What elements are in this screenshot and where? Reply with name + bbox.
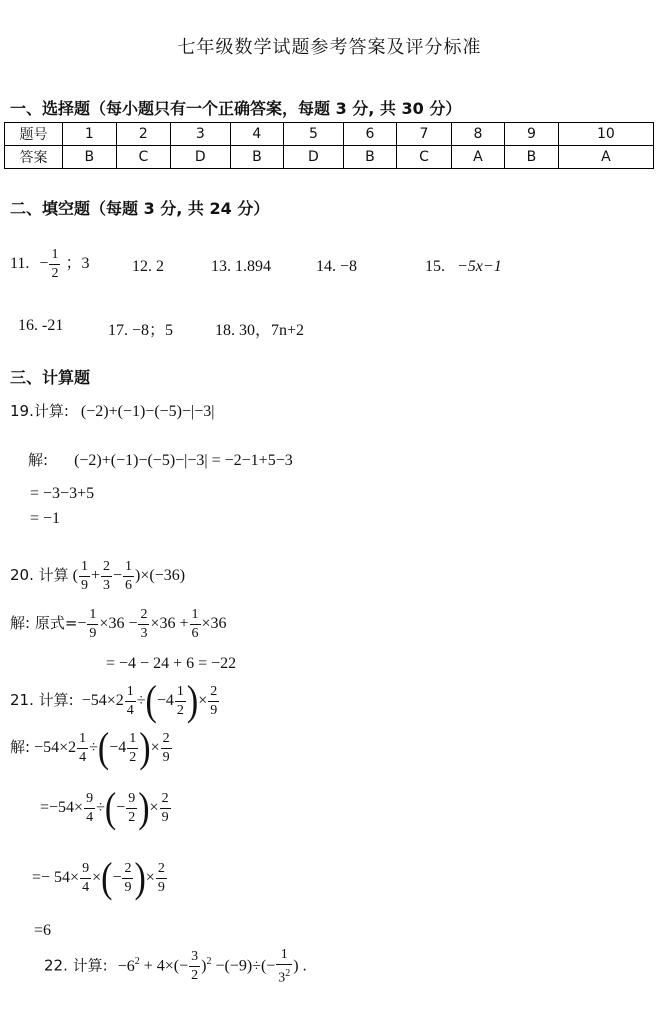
table-cell: 6 bbox=[343, 123, 397, 146]
answer-15 bbox=[425, 258, 502, 276]
table-cell: 1 bbox=[63, 123, 117, 146]
q15-expr: −5x−1 bbox=[457, 258, 502, 275]
answer-12: 12. 2 bbox=[132, 258, 164, 275]
q11-fraction bbox=[49, 246, 60, 283]
q20-solution-label: 解: 原式= bbox=[10, 614, 78, 633]
table-cell: 10 bbox=[558, 123, 653, 146]
table-cell: 4 bbox=[230, 123, 284, 146]
table-row-numbers bbox=[5, 123, 654, 146]
section-1-heading: 一、选择题（每小题只有一个正确答案，每题 3 分, 共 30 分） bbox=[10, 99, 462, 118]
q21-solution-final: =6 bbox=[34, 922, 52, 939]
q19-solution-label: 解: bbox=[28, 451, 49, 469]
table-cell: 2 bbox=[116, 123, 170, 146]
q19-expression: (−2)+(−1)−(−5)−|−3| bbox=[80, 403, 215, 420]
q19-solution-step-3: = −1 bbox=[30, 510, 61, 527]
section-3-heading: 三、计算题 bbox=[10, 368, 91, 387]
table-cell: 7 bbox=[397, 123, 451, 146]
q20-solution-step-2: = −4 − 24 + 6 = −22 bbox=[106, 655, 237, 672]
q19-solution-step-1: (−2)+(−1)−(−5)−|−3| = −2−1+5−3 bbox=[74, 452, 293, 469]
table-cell: B bbox=[505, 146, 559, 169]
q19-solution-step-2: = −3−3+5 bbox=[30, 485, 95, 502]
q21-solution-step-3: =− 54× $\frac{9}{4}$ ×(− $\frac{2}{9}$ )× $\frac{2}{9}$ bbox=[32, 854, 165, 901]
answer-13: 13. 1.894 bbox=[211, 258, 271, 275]
q20-label: 20. 计算 bbox=[10, 566, 69, 585]
q20-solution-line-1: 解: 原式=− $\frac{1}{9}$ ×36 − $\frac{2}{3}$ ×36 + $\frac{1}{6}$ ×36 bbox=[10, 607, 227, 641]
q11-sign: − bbox=[39, 255, 49, 273]
table-cell: D bbox=[171, 146, 231, 169]
table-cell: C bbox=[116, 146, 170, 169]
table-cell: B bbox=[343, 146, 397, 169]
q19-solution-line-1 bbox=[28, 449, 293, 470]
table-cell: B bbox=[230, 146, 284, 169]
question-20: 20. 计算 ( $\frac{1}{9}$ + $\frac{2}{3}$ − $\frac{1}{6}$ )×(−36) bbox=[10, 559, 186, 593]
question-19 bbox=[10, 400, 214, 421]
answer-16: 16. -21 bbox=[18, 317, 64, 334]
q11-label: 11. bbox=[10, 255, 30, 273]
table-cell: B bbox=[63, 146, 117, 169]
page-title: 七年级数学试题参考答案及评分标准 bbox=[177, 37, 482, 58]
answer-11 bbox=[10, 246, 89, 283]
answer-18: 18. 30，7n+2 bbox=[215, 322, 305, 339]
q21-solution-step-2: =−54× $\frac{9}{4}$ ÷(− $\frac{9}{2}$ )× $\frac{2}{9}$ bbox=[40, 784, 169, 831]
q15-label: 15. bbox=[425, 258, 445, 275]
answer-17: 17. −8；5 bbox=[108, 322, 174, 339]
table-cell: D bbox=[284, 146, 344, 169]
table-cell: A bbox=[558, 146, 653, 169]
question-21: 21. 计算: −54×2 $\frac{1}{4}$ ÷(−4 $\frac{1}{2}$ )× $\frac{2}{9}$ bbox=[10, 677, 218, 724]
q11-numerator: 1 bbox=[49, 246, 60, 265]
question-22: 22. 计算: $-6^2 + 4\times(-$ $\frac{3}{2}$ )$^2$ −(−9)÷(− $\frac{1}{3^2}$ ) . bbox=[44, 947, 307, 986]
q21-solution-label: 解: bbox=[10, 738, 31, 757]
table-cell: 5 bbox=[284, 123, 344, 146]
answer-table bbox=[4, 122, 654, 169]
table-cell: 9 bbox=[505, 123, 559, 146]
q21-solution-line-1: 解: −54×2 $\frac{1}{4}$ ÷(−4 $\frac{1}{2}$ )× $\frac{2}{9}$ bbox=[10, 724, 170, 771]
table-cell: C bbox=[397, 146, 451, 169]
answer-14: 14. −8 bbox=[316, 258, 358, 275]
table-row-answers bbox=[5, 146, 654, 169]
row-label-answer: 答案 bbox=[5, 146, 63, 169]
q19-label: 19.计算: bbox=[10, 402, 69, 420]
q11-rest: ；3 bbox=[65, 255, 90, 273]
q21-label: 21. 计算: bbox=[10, 691, 74, 710]
table-cell: A bbox=[451, 146, 504, 169]
q22-label: 22. 计算: bbox=[44, 956, 108, 975]
q11-denominator: 2 bbox=[51, 266, 59, 281]
table-cell: 3 bbox=[171, 123, 231, 146]
section-2-heading: 二、填空题（每题 3 分, 共 24 分） bbox=[10, 199, 270, 218]
row-label-number: 题号 bbox=[5, 123, 63, 146]
table-cell: 8 bbox=[451, 123, 504, 146]
q20-tail: ×(−36) bbox=[140, 567, 186, 585]
